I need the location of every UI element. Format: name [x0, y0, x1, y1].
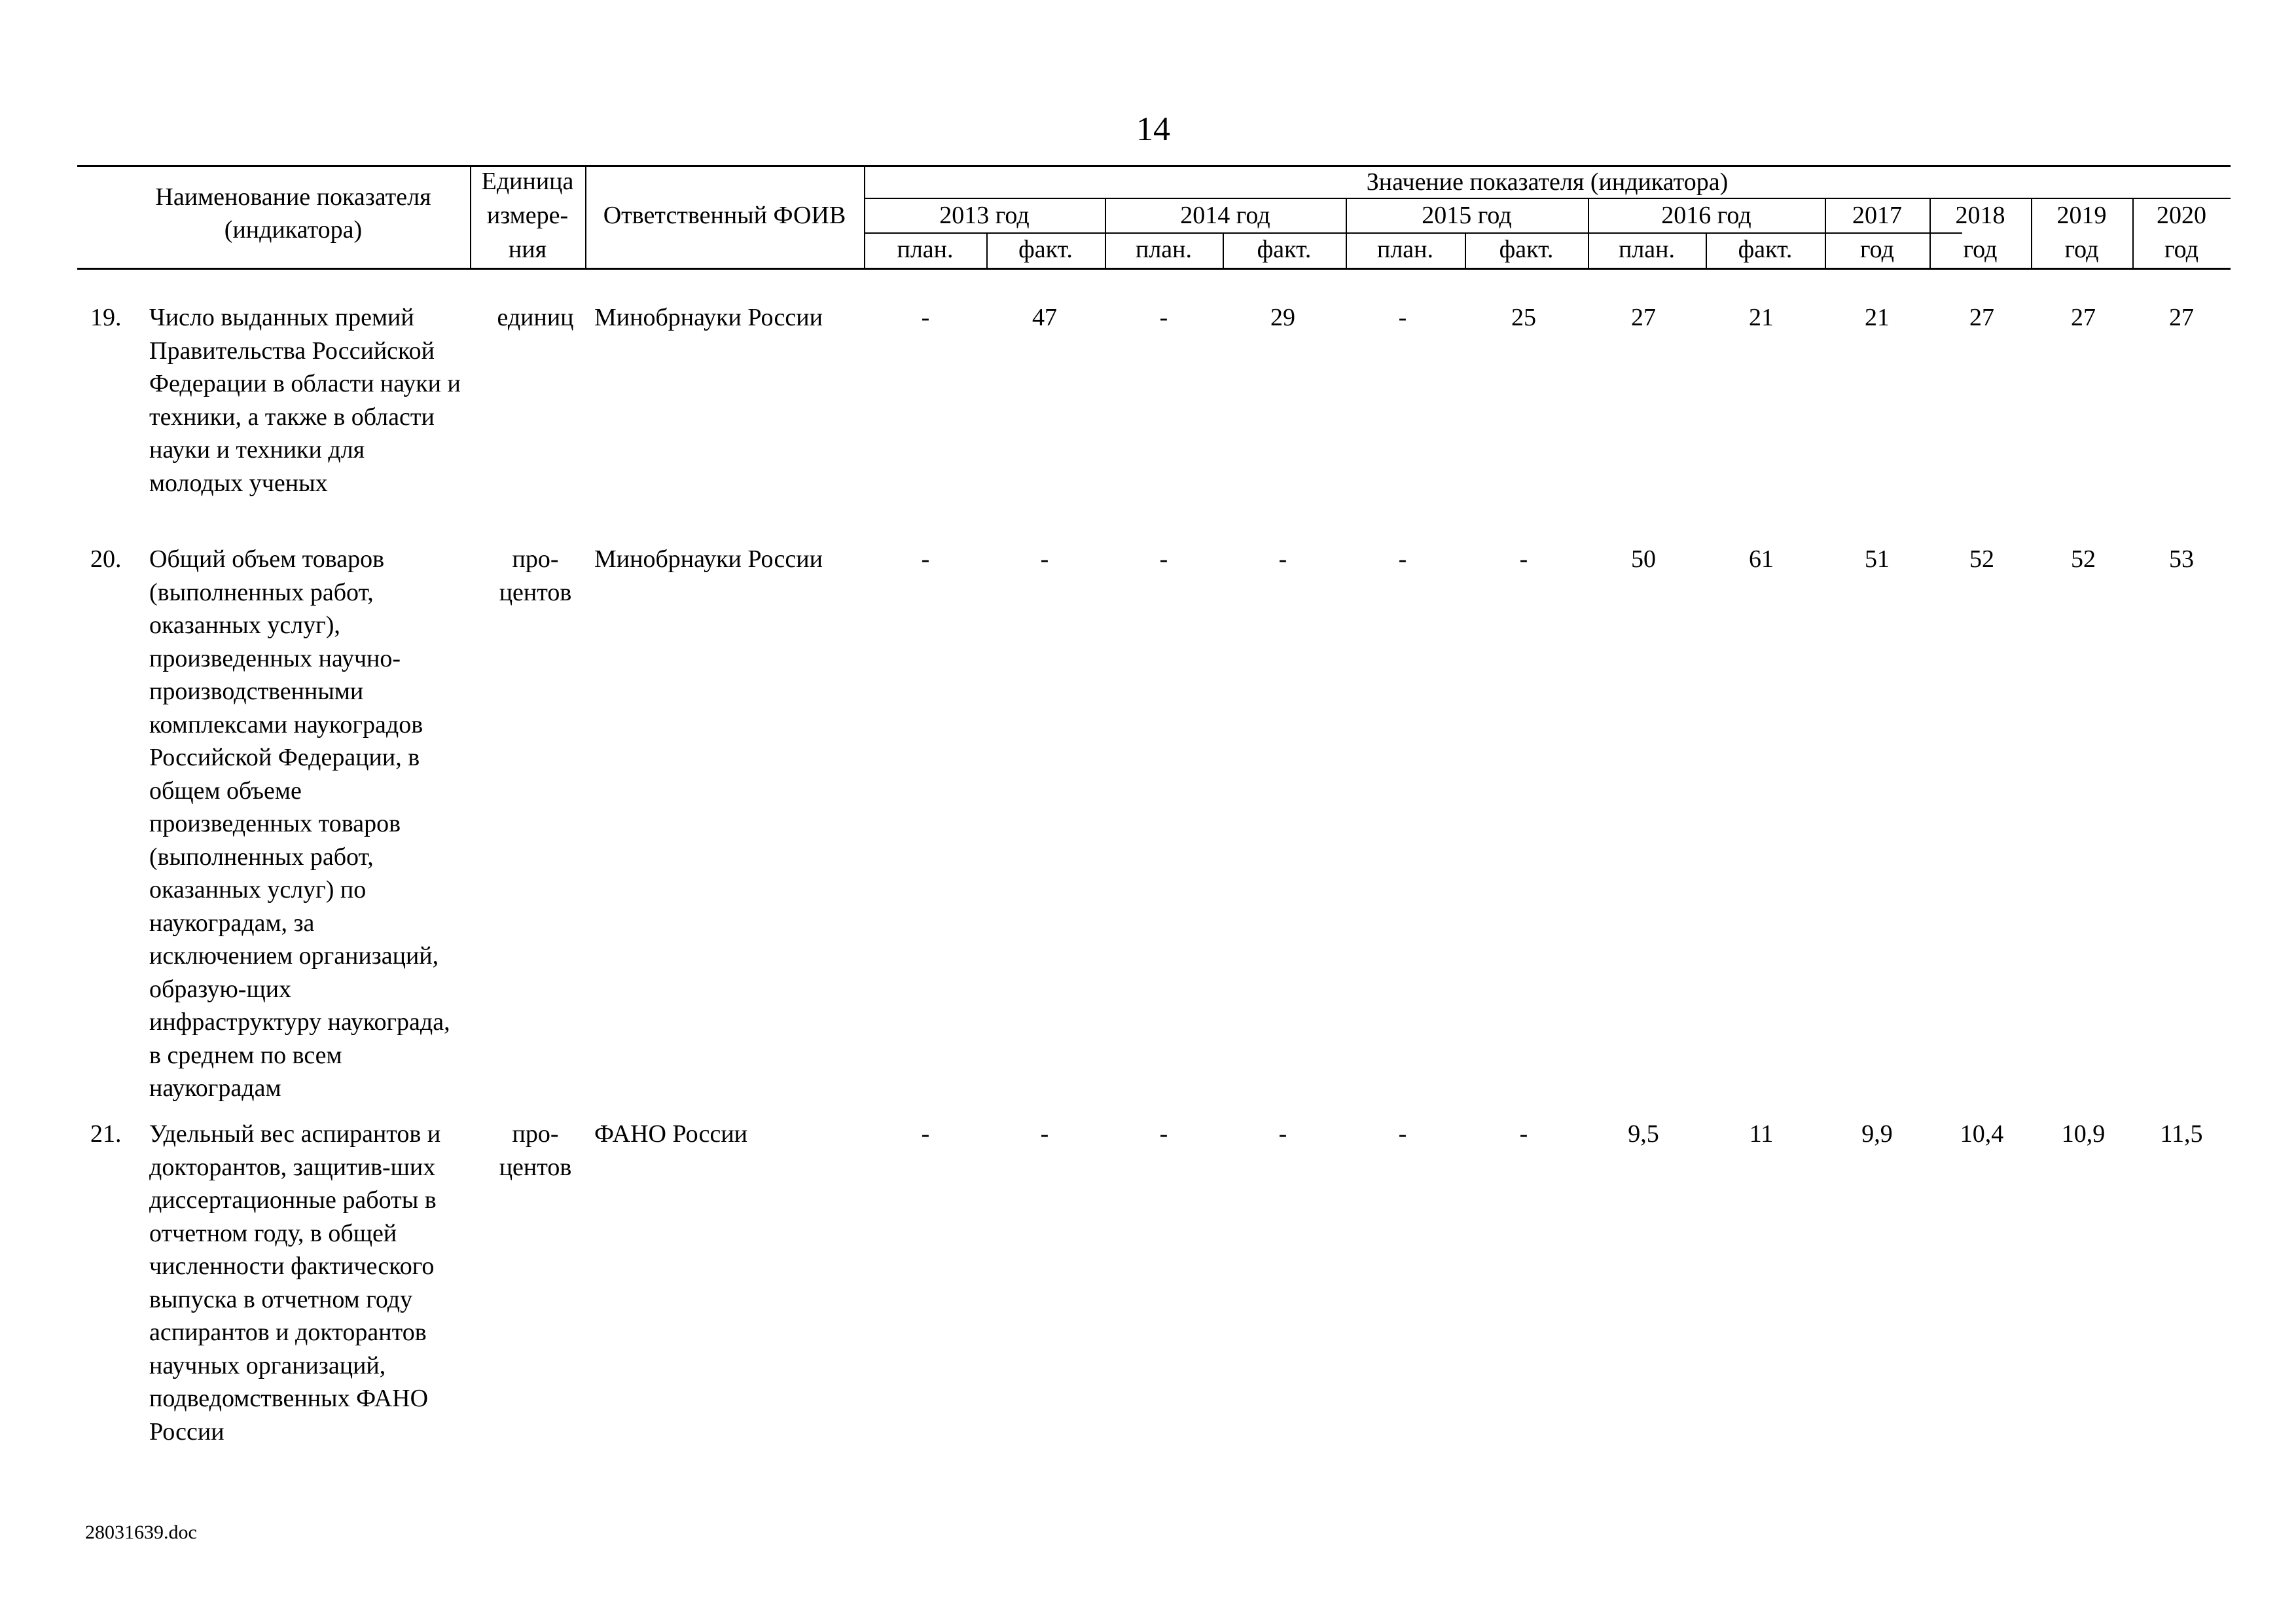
row-number: 21.: [90, 1120, 122, 1148]
header-year-2014: 2014 год: [1180, 202, 1270, 229]
value-2016-fact: 61: [1749, 545, 1774, 573]
header-unit-line3: ния: [508, 236, 547, 263]
row-unit: про-центов: [499, 1120, 572, 1181]
value-2013-plan: -: [921, 1120, 930, 1148]
value-2016-fact: 21: [1749, 304, 1774, 331]
header-fact-2013: факт.: [1018, 236, 1073, 263]
header-year-2015: 2015 год: [1422, 202, 1512, 229]
row-foiv: Минобрнауки России: [594, 545, 823, 573]
value-2015-fact: -: [1519, 545, 1528, 573]
header-unit-line2: измере-: [486, 202, 569, 229]
value-2014-plan: -: [1159, 304, 1168, 331]
value-2020: 53: [2169, 545, 2194, 573]
header-plan-2016: план.: [1618, 236, 1675, 263]
value-2017: 21: [1865, 304, 1890, 331]
value-2017: 51: [1865, 545, 1890, 573]
document-filename: 28031639.doc: [85, 1522, 197, 1543]
header-plan-2014: план.: [1135, 236, 1192, 263]
header-year-2016: 2016 год: [1661, 202, 1751, 229]
value-2015-fact: -: [1519, 1120, 1528, 1148]
value-2017: 9,9: [1861, 1120, 1893, 1148]
value-2018: 27: [1969, 304, 1994, 331]
value-2013-fact: -: [1040, 1120, 1049, 1148]
row-indicator-name: Удельный вес аспирантов и докторантов, защитив-ших диссертационные работы в отчетном году, в общей численности фактического выпуска в отчетном году аспирантов и докторантов научных организаций, подведомственных ФАНО России: [149, 1120, 441, 1446]
table-header: [77, 165, 2231, 270]
row-number: 19.: [90, 304, 122, 331]
value-2016-plan: 27: [1631, 304, 1656, 331]
header-god-2019: год: [2064, 236, 2099, 263]
header-name: Наименование показателя (индикатора): [155, 183, 431, 244]
header-plan-2015: план.: [1376, 236, 1433, 263]
value-2018: 52: [1969, 545, 1994, 573]
value-2015-plan: -: [1398, 545, 1407, 573]
value-2013-plan: -: [921, 304, 930, 331]
value-2014-plan: -: [1159, 1120, 1168, 1148]
value-2016-plan: 9,5: [1628, 1120, 1659, 1148]
header-god-2020: год: [2164, 236, 2198, 263]
value-2020: 27: [2169, 304, 2194, 331]
value-2014-fact: -: [1278, 1120, 1287, 1148]
value-2019: 52: [2071, 545, 2096, 573]
value-2015-fact: 25: [1511, 304, 1536, 331]
value-2014-fact: -: [1278, 545, 1287, 573]
value-2019: 10,9: [2061, 1120, 2106, 1148]
row-unit: единиц: [497, 304, 574, 331]
header-year-2019: 2019: [2056, 202, 2107, 229]
value-2018: 10,4: [1960, 1120, 2004, 1148]
row-number: 20.: [90, 545, 122, 573]
value-2015-plan: -: [1398, 304, 1407, 331]
value-2016-plan: 50: [1631, 545, 1656, 573]
header-plan-2013: план.: [897, 236, 954, 263]
page-number: 14: [1136, 111, 1170, 148]
header-year-2020: 2020: [2157, 202, 2206, 229]
header-year-2018: 2018: [1955, 202, 2005, 229]
row-unit: про-центов: [499, 545, 572, 606]
value-2015-plan: -: [1398, 1120, 1407, 1148]
value-2013-plan: -: [921, 545, 930, 573]
value-2014-plan: -: [1159, 545, 1168, 573]
header-year-2013: 2013 год: [939, 202, 1030, 229]
value-2019: 27: [2071, 304, 2096, 331]
header-year-2017: 2017: [1852, 202, 1902, 229]
value-2020: 11,5: [2160, 1120, 2203, 1148]
value-2013-fact: -: [1040, 545, 1049, 573]
header-god-2018: год: [1963, 236, 1998, 263]
header-god-2017: год: [1860, 236, 1894, 263]
header-foiv: Ответственный ФОИВ: [603, 202, 846, 229]
header-fact-2015: факт.: [1499, 236, 1554, 263]
row-indicator-name: Число выданных премий Правительства Российской Федерации в области науки и техники, а также в области науки и техники для молодых ученых: [149, 304, 461, 497]
row-foiv: Минобрнауки России: [594, 304, 823, 331]
value-2016-fact: 11: [1749, 1120, 1774, 1148]
value-2013-fact: 47: [1032, 304, 1057, 331]
row-indicator-name: Общий объем товаров (выполненных работ, оказанных услуг), произведенных научно-производственными комплексами наукоградов Российской Федерации, в общем объеме произведенных товаров (выполненных работ, оказанных услуг) по наукоградам, за исключением организаций, образую-щих инфраструктуру наукограда, в среднем по всем наукоградам: [149, 545, 450, 1102]
header-value-group: Значение показателя (индикатора): [1366, 168, 1729, 196]
header-fact-2016: факт.: [1738, 236, 1793, 263]
header-unit-line1: Единица: [481, 168, 574, 195]
row-foiv: ФАНО России: [594, 1120, 747, 1148]
value-2014-fact: 29: [1270, 304, 1295, 331]
header-fact-2014: факт.: [1257, 236, 1312, 263]
